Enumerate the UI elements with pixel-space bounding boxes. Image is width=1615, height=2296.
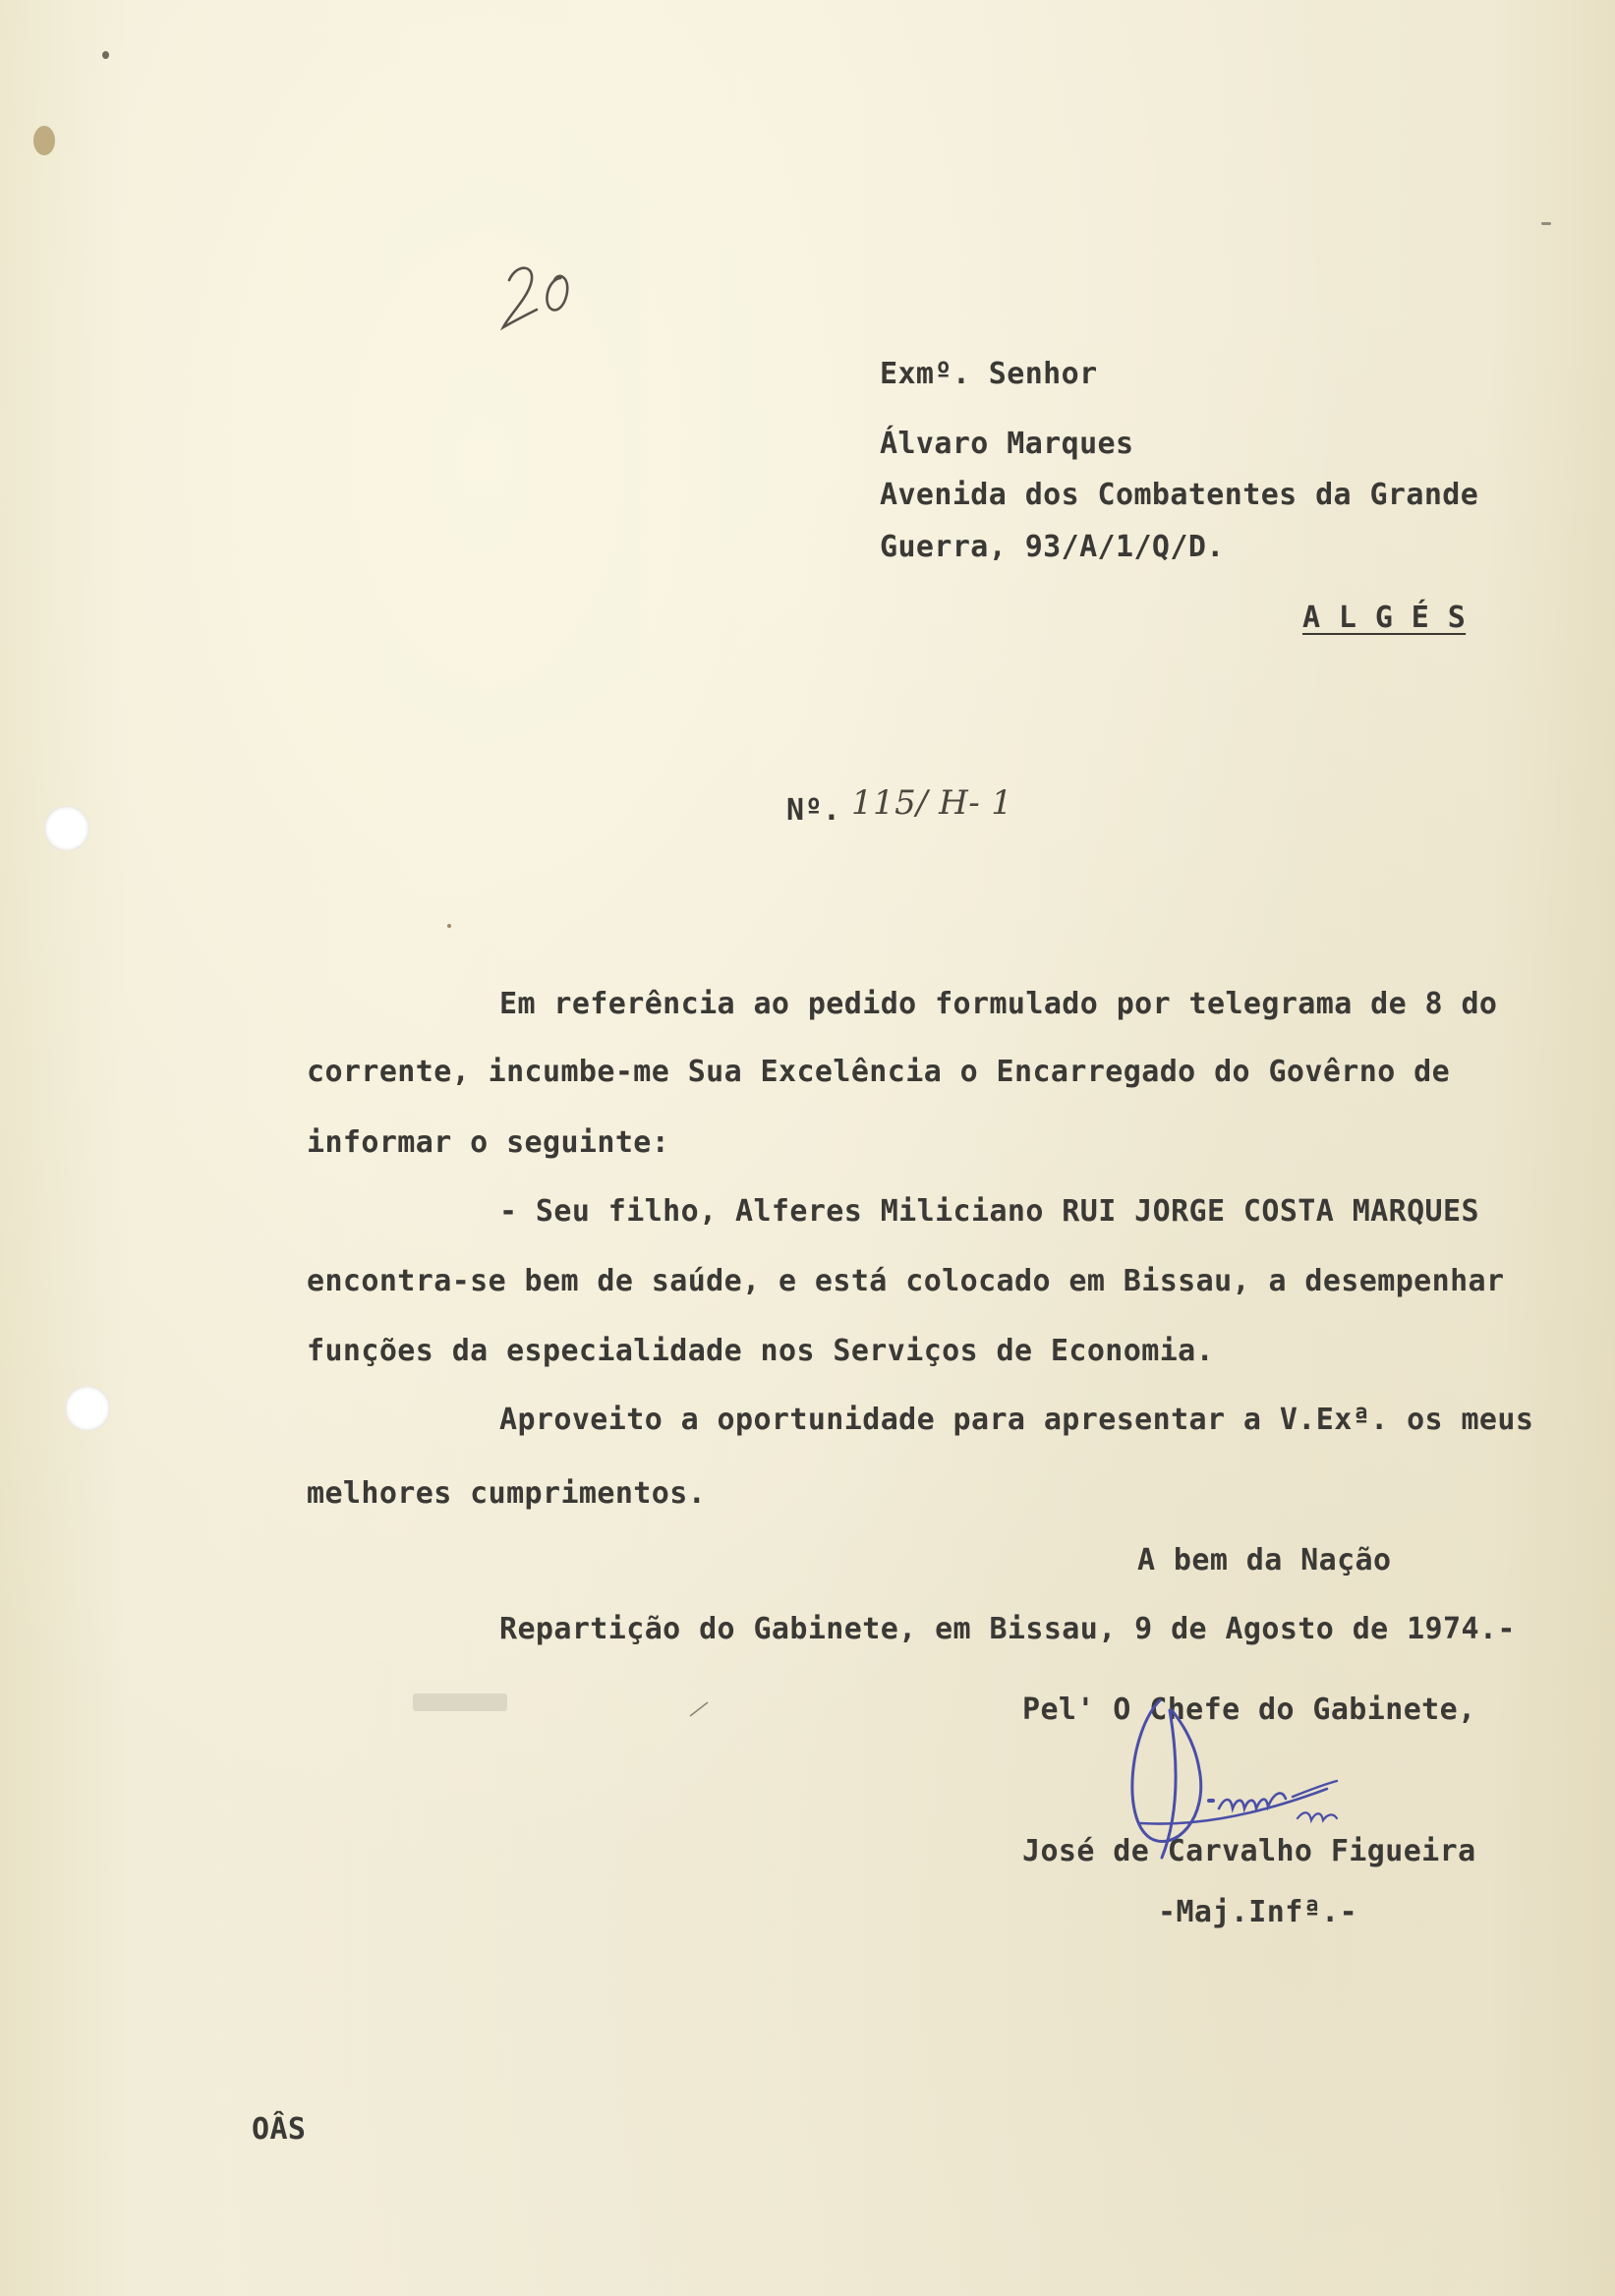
body-line-5: encontra-se bem de saúde, e está colocado em Bissau, a desempenhar xyxy=(307,1264,1505,1298)
body-line-7: Aproveito a oportunidade para apresentar a V.Exª. os meus xyxy=(499,1403,1534,1437)
handwritten-signature xyxy=(1101,1671,1415,1907)
rust-stain xyxy=(33,126,55,155)
body-line-4: - Seu filho, Alferes Miliciano RUI JORGE COSTA MARQUES xyxy=(499,1194,1479,1229)
recipient-address-line-2: Guerra, 93/A/1/Q/D. xyxy=(880,530,1225,564)
recipient-salutation: Exmº. Senhor xyxy=(880,357,1098,391)
faint-erasure-mark xyxy=(413,1693,507,1711)
closing-place-date: Repartição do Gabinete, em Bissau, 9 de Agosto de 1974.- xyxy=(499,1612,1516,1646)
handwritten-folio-number xyxy=(491,251,590,339)
typist-initials: OÂS xyxy=(252,2112,307,2147)
recipient-name: Álvaro Marques xyxy=(880,427,1134,461)
body-line-3: informar o seguinte: xyxy=(307,1125,670,1160)
ink-dot xyxy=(102,51,109,59)
small-ink-mark xyxy=(1541,222,1551,225)
signatory-rank: -Maj.Infª.- xyxy=(1158,1895,1358,1929)
punch-hole-bottom xyxy=(65,1386,110,1431)
body-line-6: funções da especialidade nos Serviços de Economia. xyxy=(307,1334,1215,1368)
closing-on-behalf: Pel' O Chefe do Gabinete, xyxy=(1022,1693,1476,1727)
signatory-name: José de Carvalho Figueira xyxy=(1022,1834,1476,1868)
body-line-1: Em referência ao pedido formulado por telegrama de 8 do xyxy=(499,987,1498,1021)
punch-hole-top xyxy=(44,806,89,851)
folio-number-text: 20 xyxy=(491,336,494,338)
recipient-address-line-1: Avenida dos Combatentes da Grande xyxy=(880,478,1479,512)
body-line-8: melhores cumprimentos. xyxy=(307,1476,707,1511)
reference-handwritten: 115/ H- 1 xyxy=(851,783,1013,823)
pencil-tick xyxy=(688,1698,712,1718)
recipient-city: A L G É S xyxy=(1302,601,1467,635)
body-line-2: corrente, incumbe-me Sua Excelência o Encarregado do Govêrno de xyxy=(307,1055,1451,1089)
closing-motto: A bem da Nação xyxy=(1137,1543,1392,1578)
reference-prefix: Nº. xyxy=(786,793,841,828)
ink-dot-middle xyxy=(447,924,451,928)
